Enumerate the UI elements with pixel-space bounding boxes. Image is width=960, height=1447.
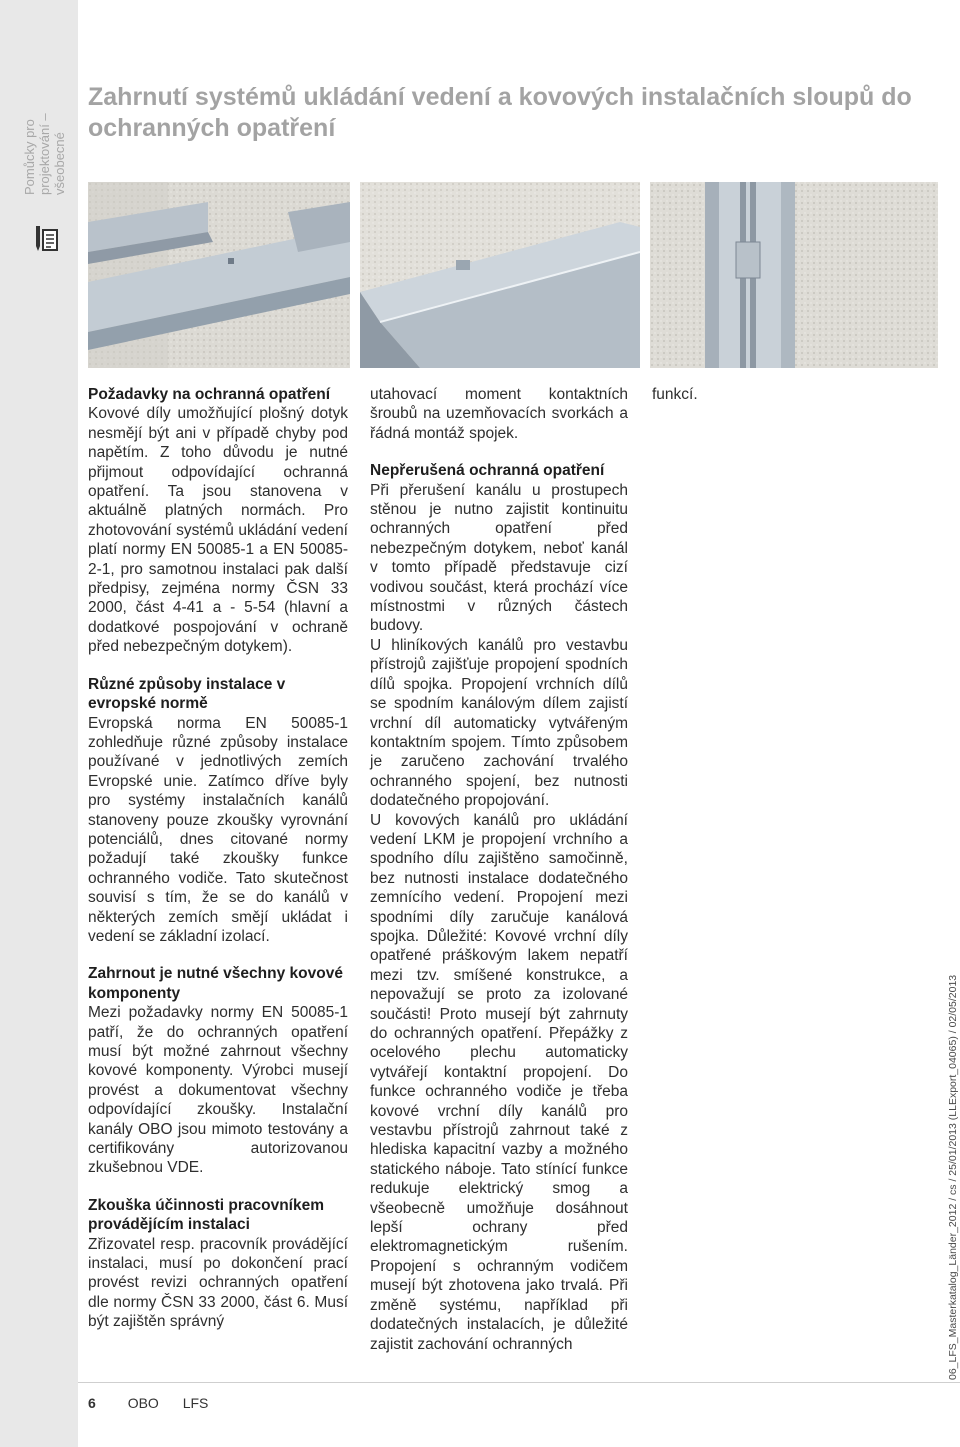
- section-label-line: Pomůcky pro: [22, 119, 37, 195]
- body-paragraph: funkcí.: [652, 386, 698, 403]
- body-paragraph: Mezi požadavky normy EN 50085-1 patří, že do ochranných opatření musí být možné zahrnout všechny kovové komponenty. Výrobci musejí provést a dokumentovat všechny odpovídající zkoušky. Instalační kanály OBO jsou mimoto testovány a certifikovány autorizovanou zkušebnou VDE.: [88, 1004, 348, 1177]
- sidebar: [0, 0, 78, 1447]
- body-paragraph: Při přerušení kanálu u prostupech stěnou je nutno zajistit kontinuitu ochranných opatření před nebezpečným dotykem, neboť kanál v tomto případě představuje cizí vodivou součást, která prochází více místnostmi v různých částech budovy.: [370, 481, 628, 635]
- page-number: 6: [88, 1395, 96, 1411]
- brand-name: OBO: [127, 1395, 159, 1411]
- text-column-2: [370, 385, 628, 1354]
- body-paragraph: U hliníkových kanálů pro vestavbu přístrojů zajišťuje propojení spodních dílů spojka. Propojení vrchních dílů se spodním kanálovým dílem zajistí vrchní díl automaticky vytvářeným kontaktním spojem. Tímto způsobem je zaručeno zachování trvalého ochranného spojení, bez nutnosti dodatečného propojování.: [370, 636, 628, 810]
- document-tool-icon: [34, 224, 60, 254]
- section-label-line: projektování –: [37, 113, 52, 195]
- photo-cable-trays-wall: [88, 182, 350, 368]
- section-label-line: všeobecné: [52, 132, 67, 195]
- section-heading: Nepřerušená ochranná opatření: [370, 462, 605, 480]
- text-column-3: [652, 385, 752, 404]
- body-paragraph: Evropská norma EN 50085-1 zohledňuje různé způsoby instalace používané v jednotlivých zemích Evropské unie. Zatímco dříve byly pro systémy instalačních kanálů stanoveny pouze zkoušky vyrovnání potenciálů, dnes citované normy požadují také zkoušky funkce ochranného vodiče. Tato skutečnost souvisí s tím, že se do kanálů v některých zemích smějí ukládat i vedení se základní izolací.: [88, 714, 348, 945]
- body-paragraph: utahovací moment kontaktních šroubů na uzemňovacích svorkách a řádná montáž spojek.: [370, 386, 628, 442]
- body-paragraph: Zřizovatel resp. pracovník provádějící instalaci, musí po dokončení prací provést revizi ochranných opatření dle normy ČSN 33 2000, část 6. Musí být zajištěn správný: [88, 1235, 348, 1331]
- section-heading: Různé způsoby instalace v evropské normě: [88, 675, 286, 713]
- section-label: [22, 113, 67, 195]
- footer: [88, 1395, 208, 1411]
- photo-metal-channel: [360, 182, 640, 368]
- section-heading: Požadavky na ochranná opatření: [88, 386, 331, 403]
- product-name: LFS: [182, 1395, 209, 1411]
- document-code: 06_LFS_Masterkatalog_Länder_2012 / cs / 25/01/2013 (LLExport_04065) / 02/05/2013: [947, 974, 959, 1380]
- photo-installation-column: [650, 182, 938, 368]
- section-heading: Zkouška účinnosti pracovníkem provádějícím instalaci: [88, 1196, 325, 1234]
- body-paragraph: Kovové díly umožňující plošný dotyk nesmějí být ani v případě chyby pod napětím. Z toho důvodu je nutné přijmout odpovídající ochranná opatření. Ta jsou stanovena v aktuálně platných normách. Pro zhotovování systémů ukládání vedení platí normy EN 50085-1 a EN 50085-2-1, pro samotnou instalaci pak další předpisy, zejména normy ČSN 33 2000, část 4-41 a - 5-54 (hlavní a dodatkové pospojování v ochraně před nebezpečným dotykem).: [88, 405, 348, 656]
- section-heading: Zahrnout je nutné všechny kovové komponenty: [88, 965, 343, 1002]
- page-title: Zahrnutí systémů ukládání vedení a kovových instalačních sloupů do ochranných opatření: [88, 83, 912, 142]
- footer-divider: [78, 1382, 960, 1383]
- body-paragraph: U kovových kanálů pro ukládání vedení LKM je propojení vrchního a spodního dílu zajištěno samočinně, bez nutnosti instalace dodatečného zemnícího vedení. Propojení mezi spodními díly zaručuje kanálová spojka. Důležité: Kovové vrchní díly opatřené práškovým lakem nepatří mezi tzv. smíšené konstrukce, a nepovažují se proto za izolované součásti! Proto musejí být zahrnuty do ochranných opatření. Přepážky z ocelového plechu automaticky vytvářejí kontaktní propojení. Do funkce ochranného vodiče je třeba kovové vrchní díly kanálů pro vestavbu přístrojů zahrnout také z hlediska kapacitní vazby a možného statického náboje. Tato stínící funkce redukuje elektrický smog a všeobecně umožňuje dosáhnout lepší ochrany před elektromagnetickým rušením. Propojení s ochranným vodičem musejí být zhotovena jako trvalá. Při změně systému, například při dodatečných instalacích, je důležité zajistit zachování ochranných: [370, 811, 628, 1353]
- text-column-1: [88, 385, 348, 1332]
